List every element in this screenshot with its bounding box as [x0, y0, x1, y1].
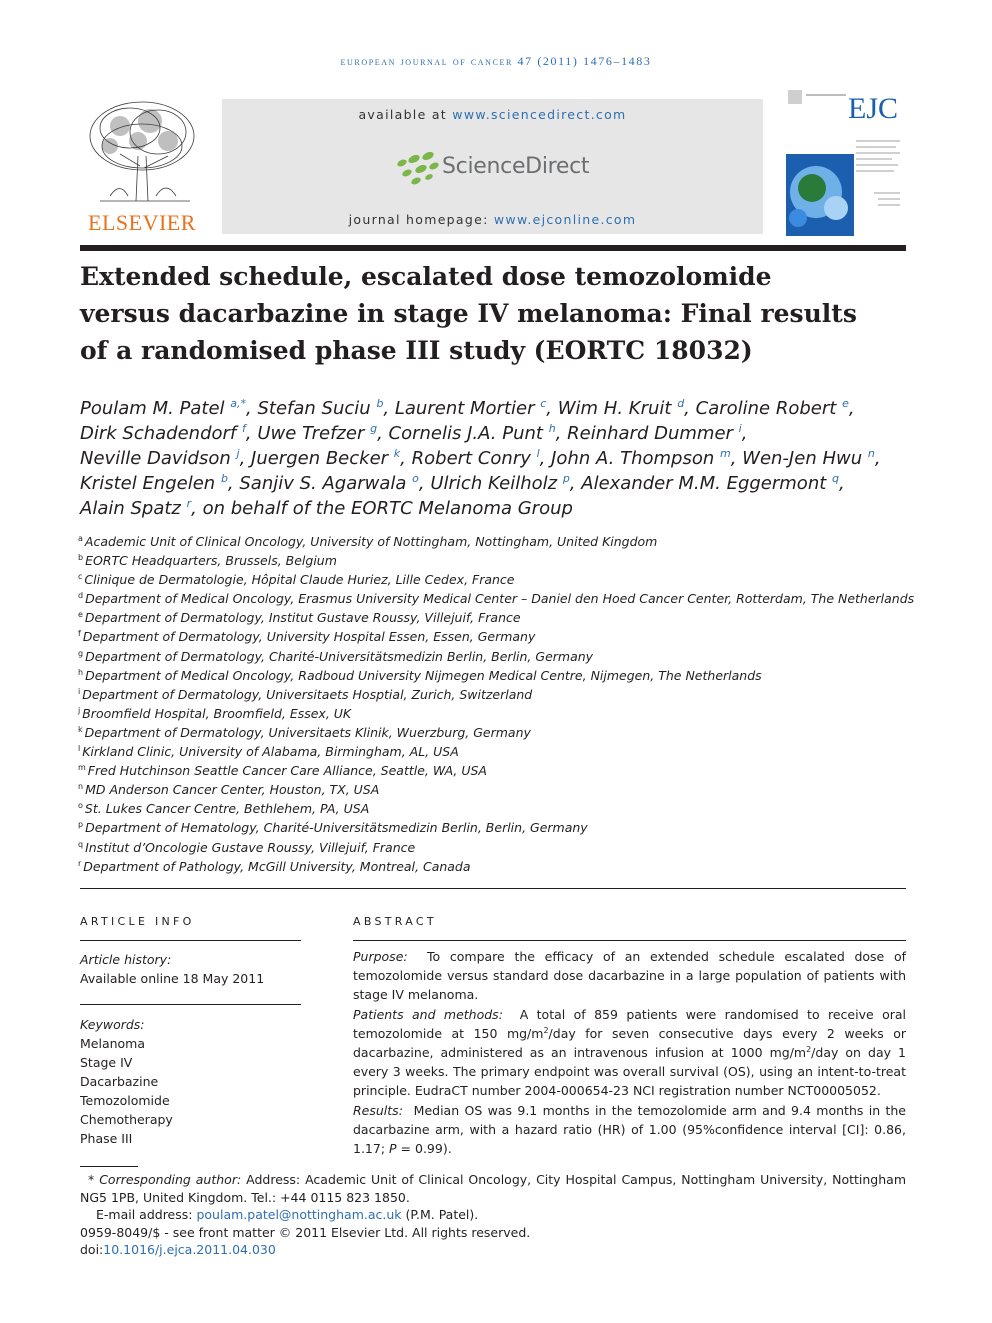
author-separator: , on behalf of the EORTC Melanoma Group [191, 498, 573, 519]
author-separator: , [684, 398, 696, 419]
keyword-item: Temozolomide [80, 1093, 170, 1108]
results-label: Results: [353, 1102, 403, 1118]
elsevier-wordmark: ELSEVIER [88, 210, 196, 235]
affiliation-key: n [78, 782, 84, 792]
section-rule [80, 888, 906, 889]
email-link[interactable]: poulam.patel@nottingham.ac.uk [196, 1207, 402, 1222]
issn-line: 0959-8049/$ - see front matter © 2011 Elsevier Ltd. All rights reserved. [80, 1224, 531, 1240]
affiliation-text: Clinique de Dermatologie, Hôpital Claude Huriez, Lille Cedex, France [84, 572, 515, 588]
author-name: Robert Conry [411, 448, 531, 469]
abstract-purpose [353, 947, 906, 1005]
affiliation-item [78, 857, 918, 876]
affiliation-item [78, 647, 918, 666]
affiliation-key: d [78, 591, 84, 601]
affiliation-item [78, 685, 918, 704]
author-separator: , [741, 423, 748, 444]
author-separator: , [730, 448, 743, 469]
doi-line [80, 1241, 906, 1259]
author-affiliation-mark[interactable]: r [186, 497, 192, 510]
author-name: Uwe Trefzer [257, 423, 365, 444]
affiliation-key: e [78, 610, 83, 620]
author-name: Stefan Suciu [257, 398, 371, 419]
affiliation-text: Department of Pathology, McGill University, Montreal, Canada [83, 858, 471, 874]
author-affiliation-mark[interactable]: i [738, 422, 742, 435]
email-label: E-mail address: [96, 1207, 193, 1222]
sciencedirect-link[interactable]: www.sciencedirect.com [452, 107, 627, 122]
affiliation-key: g [78, 648, 84, 658]
author-name: Cornelis J.A. Punt [388, 423, 543, 444]
author-affiliation-mark[interactable]: e [842, 397, 849, 410]
affiliation-text: Department of Medical Oncology, Erasmus University Medical Center – Daniel den Hoed Cancer Center, Rotterdam, The Netherlands [85, 591, 915, 607]
affiliation-key: r [78, 858, 82, 868]
affiliation-text: Broomfield Hospital, Broomfield, Essex, UK [82, 705, 352, 721]
affiliation-text: St. Lukes Cancer Centre, Bethlehem, PA, USA [84, 801, 370, 817]
affiliation-item [78, 570, 918, 589]
author-affiliation-mark[interactable]: o [412, 472, 419, 485]
affiliation-item [78, 608, 918, 627]
abstract-column [353, 915, 906, 1158]
author-separator: , [839, 473, 845, 494]
email-note [80, 1206, 906, 1224]
affiliation-text: Academic Unit of Clinical Oncology, University of Nottingham, Nottingham, United Kingdom [84, 534, 658, 549]
author-name: Caroline Robert [695, 398, 837, 419]
affiliation-text: Department of Medical Oncology, Radboud University Nijmegen Medical Centre, Nijmegen, The Netherlands [85, 667, 762, 683]
sciencedirect-wordmark: ScienceDirect [442, 154, 590, 179]
ejc-cover-title: EJC [848, 92, 899, 125]
author-affiliation-mark[interactable]: b [220, 472, 228, 485]
author-affiliation-mark[interactable]: m [719, 447, 731, 460]
affiliation-key: o [78, 801, 83, 811]
author-line [80, 446, 910, 471]
affiliation-key: a [78, 534, 83, 543]
affiliation-item [78, 666, 918, 685]
author-separator: , [555, 423, 568, 444]
author-separator: , [848, 398, 855, 419]
journal-cover-thumbnail [786, 88, 906, 236]
author-list [80, 396, 910, 521]
author-line [80, 496, 910, 521]
article-info-heading: ARTICLE INFO [80, 915, 195, 928]
affiliation-item [78, 761, 918, 780]
author-separator: , [418, 473, 431, 494]
methods-text: A total of 859 patients were randomised to receive oral temozolomide at 150 mg/m [353, 1006, 906, 1041]
superscript: 2 [543, 1025, 549, 1035]
author-separator: , [546, 398, 558, 419]
author-separator: , [377, 423, 389, 444]
results-text: Median OS was 9.1 months in the temozolomide arm and 9.4 months in the dacarbazine arm, with a hazard ratio (HR) of 1.00 (95%confidence interval [CI]: 0.86, 1.17; [353, 1102, 907, 1157]
author-affiliation-mark[interactable]: a,* [230, 397, 247, 410]
methods-text: /day for seven consecutive days every 2 weeks or dacarbazine, administered as an intravenous infusion at 1000 mg/m [353, 1025, 906, 1061]
author-name: Neville Davidson [80, 448, 231, 469]
methods-label: Patients and methods: [353, 1006, 503, 1022]
author-affiliation-mark[interactable]: c [540, 397, 547, 410]
author-name: John A. Thompson [551, 448, 715, 469]
abstract-methods [353, 1005, 906, 1101]
purpose-text: To compare the efficacy of an extended schedule escalated dose of temozolomide versus standard dose dacarbazine in a large population of patients with stage IV melanoma. [353, 949, 906, 1003]
affiliation-list [78, 532, 918, 876]
author-separator: , [569, 473, 582, 494]
affiliation-key: c [78, 572, 83, 582]
affiliation-item [78, 551, 918, 570]
author-affiliation-mark[interactable]: l [536, 447, 540, 460]
purpose-label: Purpose: [353, 949, 408, 964]
keyword-item: Melanoma [80, 1036, 146, 1051]
available-at-line: available at www.sciencedirect.com [358, 107, 627, 122]
results-text: = 0.99). [396, 1141, 452, 1157]
journal-homepage-link[interactable]: www.ejconline.com [493, 212, 637, 227]
affiliation-item [78, 742, 918, 761]
affiliation-text: Kirkland Clinic, University of Alabama, Birmingham, AL, USA [82, 744, 459, 760]
affiliation-text: Department of Dermatology, Charité-Universitätsmedizin Berlin, Berlin, Germany [85, 648, 594, 664]
footnote-rule [80, 1166, 138, 1167]
author-separator: , [874, 448, 881, 469]
affiliation-text: Fred Hutchinson Seattle Cancer Care Alliance, Seattle, WA, USA [87, 763, 487, 779]
author-affiliation-mark[interactable]: g [370, 422, 378, 435]
author-separator: , [246, 398, 258, 419]
affiliation-text: MD Anderson Cancer Center, Houston, TX, USA [85, 782, 380, 798]
author-affiliation-mark[interactable]: k [393, 447, 401, 460]
article-info-column [80, 915, 301, 1148]
author-name: Ulrich Keilholz [430, 473, 558, 494]
author-name: Sanjiv S. Agarwala [239, 473, 407, 494]
abstract-heading: ABSTRACT [353, 915, 437, 928]
journal-citation: european journal of cancer 47 (2011) 1476–1483 [340, 54, 652, 68]
author-affiliation-mark[interactable]: b [376, 397, 384, 410]
sciencedirect-banner [222, 99, 763, 234]
superscript: 2 [806, 1045, 812, 1055]
author-affiliation-mark[interactable]: q [832, 472, 840, 485]
author-affiliation-mark[interactable]: f [242, 422, 246, 435]
abstract-results [353, 1101, 906, 1159]
affiliation-key: h [78, 667, 84, 677]
corresponding-author-text: Address: Academic Unit of Clinical Oncology, City Hospital Campus, Nottingham University, Nottingham NG5 1PB, United Kingdom. Tel.: +44 0115 823 1850. [80, 1172, 906, 1205]
affiliation-key: p [78, 820, 84, 830]
author-separator: , [239, 448, 252, 469]
affiliation-item [78, 723, 918, 742]
article-title [80, 258, 870, 369]
affiliation-key: i [78, 686, 81, 696]
affiliation-item [78, 589, 918, 608]
author-name: Laurent Mortier [394, 398, 535, 419]
author-line [80, 471, 910, 496]
author-separator: , [245, 423, 258, 444]
author-name: Dirk Schadendorf [80, 423, 237, 444]
title-line: Extended schedule, escalated dose temozolomide [80, 262, 772, 291]
methods-text: /day on day 1 every 3 weeks. The primary endpoint was overall survival (OS), using an intent-to-treat principle. EudraCT number 2004-000654-23 NCI registration number NCT00005052. [353, 1045, 906, 1099]
affiliation-key: k [78, 724, 83, 734]
author-line [80, 396, 910, 421]
journal-homepage-line: journal homepage: www.ejconline.com [348, 212, 637, 227]
author-name: Kristel Engelen [80, 473, 216, 494]
author-separator: , [227, 473, 240, 494]
author-affiliation-mark[interactable]: j [236, 447, 240, 460]
author-name: Alexander M.M. Eggermont [581, 473, 827, 494]
p-value-symbol: P [389, 1141, 397, 1157]
article-history-value: Available online 18 May 2011 [80, 971, 265, 986]
author-name: Wen-Jen Hwu [742, 448, 863, 469]
affiliation-item [78, 532, 918, 551]
affiliation-key: j [78, 705, 81, 715]
author-affiliation-mark[interactable]: p [562, 472, 570, 485]
author-affiliation-mark[interactable]: d [677, 397, 685, 410]
doi-prefix: doi: [80, 1242, 104, 1257]
affiliation-key: b [78, 553, 84, 563]
title-line: of a randomised phase III study (EORTC 18032) [80, 336, 753, 365]
affiliation-text: Department of Hematology, Charité-Universitätsmedizin Berlin, Berlin, Germany [85, 820, 588, 836]
keyword-item: Phase III [80, 1131, 133, 1146]
article-info-rule [80, 940, 301, 941]
affiliation-key: l [78, 744, 81, 754]
affiliation-item [78, 818, 918, 837]
affiliation-text: Department of Dermatology, Universitaets Klinik, Wuerzburg, Germany [84, 724, 531, 740]
title-line: versus dacarbazine in stage IV melanoma: Final results [80, 299, 857, 328]
author-name: Wim H. Kruit [557, 398, 672, 419]
affiliation-item [78, 627, 918, 646]
author-name: Alain Spatz [80, 498, 181, 519]
footnotes [80, 1171, 906, 1259]
corresponding-author-note [80, 1171, 906, 1206]
affiliation-item [78, 704, 918, 723]
author-name: Reinhard Dummer [567, 423, 733, 444]
header-rule [80, 245, 906, 251]
author-separator: , [400, 448, 412, 469]
article-history-label: Article history: [80, 952, 172, 967]
abstract-rule [353, 940, 906, 941]
author-separator: , [539, 448, 552, 469]
affiliation-item [78, 780, 918, 799]
affiliation-text: Department of Dermatology, University Hospital Essen, Essen, Germany [82, 629, 536, 645]
affiliation-item [78, 799, 918, 818]
affiliation-text: Department of Dermatology, Universitaets Hosptial, Zurich, Switzerland [82, 686, 533, 702]
affiliation-item [78, 838, 918, 857]
author-affiliation-mark[interactable]: h [548, 422, 556, 435]
affiliation-text: Department of Dermatology, Institut Gustave Roussy, Villejuif, France [84, 610, 521, 626]
author-separator: , [383, 398, 395, 419]
author-name: Juergen Becker [251, 448, 389, 469]
email-suffix: (P.M. Patel). [405, 1207, 479, 1222]
article-history-rule [80, 1004, 301, 1005]
author-name: Poulam M. Patel [80, 398, 225, 419]
keywords-label: Keywords: [80, 1017, 145, 1032]
affiliation-text: Institut d’Oncologie Gustave Roussy, Villejuif, France [85, 839, 416, 855]
affiliation-key: f [78, 629, 81, 639]
doi-link[interactable]: 10.1016/j.ejca.2011.04.030 [103, 1242, 276, 1257]
affiliation-text: EORTC Headquarters, Brussels, Belgium [85, 553, 337, 569]
affiliation-key: m [78, 763, 86, 773]
keyword-item: Stage IV [80, 1055, 133, 1070]
author-affiliation-mark[interactable]: n [867, 447, 875, 460]
keywords-list [80, 1034, 301, 1148]
keyword-item: Chemotherapy [80, 1112, 173, 1127]
author-line [80, 421, 910, 446]
keyword-item: Dacarbazine [80, 1074, 159, 1089]
corresponding-author-label: Corresponding author: [99, 1172, 242, 1187]
footnote-star: * [88, 1172, 95, 1187]
affiliation-key: q [78, 839, 84, 849]
